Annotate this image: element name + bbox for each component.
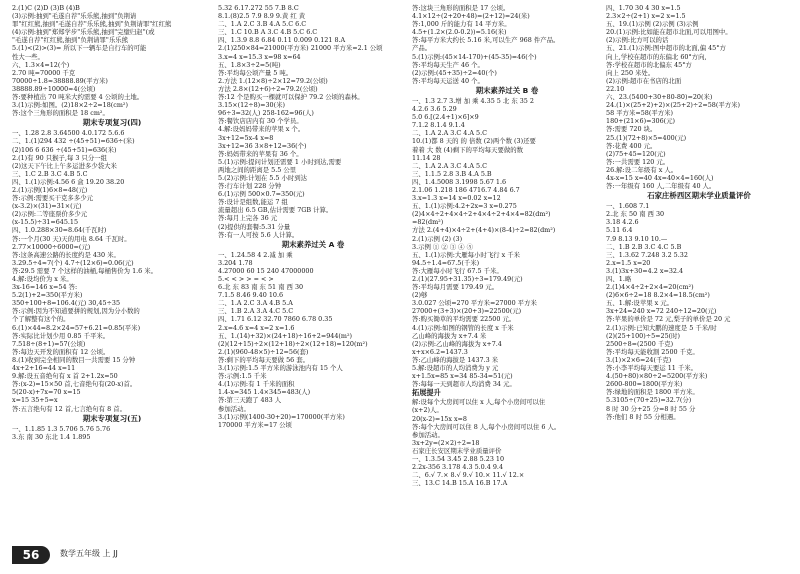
answer-line: (2)示例:超市在书店的北面 [606,76,682,85]
answer-line: 10.(1)都 8 天的 的 倍数 (2)两个数 (3)还要 [412,137,536,146]
answer-line: 4.解:设均价为 x 米。 [12,275,73,283]
answer-line: 3.x=1.3 x=14 x=0.02 x=12 [412,194,501,203]
answer-line: 答:剩下的平均每天要做 56 套。 [218,355,310,364]
answer-line: 三、1.1.5 2.8 3.B 4.A 5.B [412,169,492,178]
answer-line: (2)示例:乙山峰的海拔为 x+7.4 [412,339,502,348]
answer-line: x+1.5x=85 x=34 85-34=51(元) [412,372,513,381]
answer-line: 答:平均每天生产 46 个。 [412,60,484,69]
answer-line: 2.方法 1.(12×8)÷2×12=79.2(公顷) [218,76,328,85]
answer-line: 参加活动。 [412,430,444,439]
answer-line: 答:乙山峰的海拔是 1437.3 米 [412,355,499,364]
answer-line: 11.14 28 [412,153,441,162]
answer-line: (3)示例:抽到"毛遂自荐"乐乐熊,抽到"负荆请 [12,12,137,21]
answer-line: 5.0 6.[(2.4+1)×6]×9 [412,113,479,122]
column-3 [412,4,602,534]
answer-line: 着着 大 数 (4)剩下的平均每天要做的数 [412,145,524,154]
answer-line: 7.518÷(8+1)=57(公顷) [12,339,86,348]
answer-line: 7.1.5 8.46 9.40 10.6 [218,291,284,300]
answer-line: 答:示例:需要买干克多多少元 [12,194,93,203]
answer-line: 答:一共需要 120 元。 [606,157,670,166]
answer-line: 答:每个大房间可以住 8 人,每个小房间可以住 6 人。 [412,422,561,431]
answer-line: 石家庄长安区期末学业质量评价 [412,446,502,455]
answer-line: 产品。 [412,44,432,53]
answer-line: 一、1.24.58 4 2.减 加 乘 [218,250,293,259]
answer-line: 解:设每个大房间可以住 x 人,每个小房间可以住 [412,398,546,407]
section-heading: 期末素养过关 B 卷 [475,85,539,95]
answer-line: 二、1.A 2.A 3.C 4.A 5.C [412,129,488,138]
answer-line: 方法 2.(4+4)×4÷2+(4+4)×(8-4)÷2=82(dm²) [412,226,556,235]
answer-line: 27000+(3+3)×(20+3)=22500(元) [412,307,522,316]
answer-line: 四、1.71 6.12 32.70 7860 6.78 0.35 [218,315,333,324]
answer-line: 3.(1)示例(1400-30+20)=170000(平方米) [218,412,345,421]
answer-line: 六、23.(5400+30+80-80)=20(米) [606,93,713,102]
answer-line: 4.27000 60 15 240 47000000 [218,266,314,275]
answer-line: 答:1,000 斤的能力有 14 平方米。 [412,20,511,29]
answer-line: 3.204 1.78 [218,258,253,267]
answer-line: 4.5+(1.2×(2.0-0.2))=5.16(米) [412,28,507,37]
answer-line: 2.北 东 50 南 西 30 [606,210,665,219]
answer-line: 20(x-2)=15x x=8 [412,414,467,423]
answer-line: 3.(1)示例:1.5 平方米的游泳池内有 15 个人 [218,364,343,373]
answer-line: 8.1.(8)2.5 7.9 8.9 9.黄 红 黄 [218,12,306,21]
answer-line: 个了解整有这个的。 [12,315,70,324]
answer-line: 5.(1)<(2)>(3)= 所以下一辆车是自行车的可能 [12,44,147,53]
answer-line: 向上,学校在超市的东偏北 60°方向, [606,52,707,61]
answer-line: (2)(25+100)÷5=25(时) [606,331,681,340]
answer-line: 答:这个三角形的面积是 18 cm²。 [12,109,109,118]
answer-line: 四、1.(1)示例:4.56 6 盒 19.20 38.20 [12,177,125,186]
section-heading: 期末素养过关 A 卷 [281,239,345,249]
answer-line: 答:每月上完各 36 元 [218,214,278,223]
answer-line: 答:有一人可按 5.6 人计算。 [218,230,299,239]
answer-line: 4.(1)示例:有 1 千米的面积 [218,380,295,389]
answer-line: 答:每平方米大约长 5.16 米,可以生产 968 件产品。 [412,36,560,45]
answer-line: 一、1.3 2.7 3.增 加 乘 4.35 5 北 东 35 2 [412,96,534,105]
answer-line: 答:一个月(30 天)天的用电 8.64 千瓦时。 [12,234,131,243]
answer-line: 2.(1)有 90 只猴子,每 3 只分一组 [12,153,108,162]
answer-line: 2.3×2÷(2+1) x=2 x=1.5 [606,12,686,21]
answer-line: (2)106 6 636 ÷(45+51)=636(米) [12,145,117,154]
answer-line: 3.(1)3x+30=4.2 x=32.4 [606,266,684,275]
answer-line: (x-15.5)÷31=645.15 [12,218,79,227]
answer-line: 58 平方米=58(平方米) [606,109,673,118]
answer-line: 一、1.28 2.8 3.64500 4.0.172 5.6.6 [12,129,125,138]
answer-line: 5.(2)示例:计划在 5.5 小时到达 [218,173,308,182]
answer-line: 26.解:设二年级有 x 人。 [606,165,678,174]
answer-line: 答:平均每公顷产量 5 吨。 [218,68,293,77]
answer-line: 二、1.A 2.C 3.B 4.A 5.C 6.C [218,20,307,29]
answer-line: 170000 平方米=17 公顷 [218,420,292,429]
answer-line: 向上 250 米处。 [606,68,655,77]
answer-line: 2.(1)示例 (2) (3) [412,234,463,243]
answer-line: 性大一些。 [12,52,44,61]
answer-line: 5.解:设超市的人均消费为 y 元 [412,364,499,373]
answer-line: 答:第三天跑了 483 人 [218,396,282,405]
answer-line: (2)4×4÷2+4×4÷2+4×4÷2+4×4=82(dm²) [412,210,551,219]
answer-line: 6.(1)示例 500×0.7=350(元) [218,190,305,199]
answer-line: "毛遂自荐"红红熊,抽到"负荆请罪"乐乐熊 [12,36,129,45]
answer-line: 答:这块三角形的面积是 17 公顷。 [412,4,510,12]
answer-line: 2.x=4.6 x=4 x=2 x=1.6 [218,323,295,332]
answer-line: 2.70 吨=70000 千克 [12,68,76,77]
answer-line: 三、1.3.62 7.248 3.2 5.32 [606,250,688,259]
answer-line: 4.解:设妈妈带来的苹果 x 个。 [218,125,305,134]
answer-line: 一、1.1.85 1.3 5.706 5.76 5.76 [12,424,111,433]
answer-line: 6.北 东 83 南 东 51 南 西 30 [218,283,304,292]
answer-line: (2)示例:(45+35)÷2=40(个) [412,68,497,77]
answer-line: 2.(1)示例(1)6×8=48(元) [12,185,88,194]
answer-line: 3.18 4.2.6 [606,218,639,227]
answer-line: 六、1.3×4=12(个) [12,60,70,69]
answer-line: 5.(1)示例:提问计划还需要 1 小时到达,需要 [218,157,342,166]
answer-line: 四、1.70 30 4 30 x=1.5 [606,4,681,12]
answer-line: 3x-16=146 x=54 答: [12,283,78,292]
answer-line: 5(20-x)+7x=70 x=15 [12,388,81,397]
answer-line: 2.(1)C (2)D (3)B (4)B [12,4,80,12]
section-heading: 石家庄桥西区期末学业质量评价 [647,191,751,201]
answer-line: 3x+24=240 x=72 240÷12=20(元) [606,307,717,316]
answer-line: 答:每边天开发的面积有 12 公顷。 [12,347,110,356]
answer-line: 答:小李平均每天要运 11 千米。 [606,364,698,373]
answer-line: 7.1.2 8.1.4 9.1.4 [412,121,465,130]
answer-line: 1.4-x=345 1.4×345=483(人) [218,388,311,397]
answer-line: (2)6×6÷2=18 8.2×4=18.5(cm²) [606,291,710,300]
answer-line: 答:实际比计划少用 0.85 千平米。 [12,331,110,340]
answer-line: 五、1.解:设苹果 x 元。 [606,299,674,308]
answer-line: 三、13.C 14.B 15.A 16.B 17.A [412,479,508,488]
answer-line: x+x×6.2=1437.3 [412,347,468,356]
section-heading: 期末专项复习(五) [82,413,142,423]
answer-line: 2600-800=1800(平方米) [606,380,683,389]
answer-line: 5.< < > > = < > [218,275,274,283]
answer-line: 5.2(1)+2=350(平方米) [12,291,83,300]
answer-line: 答:购买锄草的平均需要 22500 元。 [412,315,516,324]
column-4 [606,4,792,534]
answer-line: 5.32 6.17.272 55 7.B 8.C [218,4,299,12]
answer-line: 2.2x-356 3.178 4.3 5.0.4 9.4 [412,463,504,472]
answer-line: 2.(1)4×4÷2+2×4=20(cm²) [606,283,694,292]
answer-line: 8.(1)收到完全相同的数目一共需要 15 分钟 [12,355,136,364]
answer-line: 5.11 6.4 [606,226,633,235]
answer-line: 38888.89÷10000≈4(公顷) [12,84,96,93]
answer-line: 答:苹果的单价是 72 元,梨子的单价是 20 元 [606,315,731,324]
answer-line: 答:妈妈带来的苹果有 36 个。 [218,149,303,158]
answer-line: 4.2.6 3.6 5.29 [412,105,457,114]
answer-line: 8 时 30 分+25 分=8 时 55 分 [606,404,696,413]
answer-line: 2.x=1.5 x=20 [606,258,651,267]
answer-line: 3.(1)×2×6=24(千克) [606,355,672,364]
answer-line: 3.示例 ① ② ③ ④ ⑤ [412,242,473,251]
answer-line: (2)(12+15)÷2×(12+18)÷2×(12+18)=120(m²) [218,339,368,348]
answer-line: (2)这天下午比上午多运进多少袋大米 [12,161,117,170]
answer-line: 二、1.A 2.C 3.A 4.B 5.A [218,299,293,308]
answer-line: (x+2)人。 [412,406,443,415]
answer-line: 24.(1)×(25+2)+2)×(25+2)÷2=58(平方米) [606,101,740,110]
answer-line: 3x+12=36 3×8+12=36(个) [218,141,307,150]
answer-line: 2.(1)250×84=21000(平方米) 21000 平方米=2.1 公顷 [218,44,383,53]
answer-line: 三、1.C 10.B A 3.C 4.B 5.C 6.C [218,28,318,37]
book-title: 数学五年级 上 JJ [60,549,118,558]
answer-line: 三、1.C 2.B 3.C 4.B 5.C [12,169,88,178]
answer-line: 一、1.608 7.1 [606,202,650,211]
answer-line: 二、6.√ 7.× 8.√ 9.√ 10.× 11.√ 12.× [412,471,525,480]
answer-line: 3.东 南 30 东北 1.4 1.895 [12,432,91,441]
answer-line: 2.(1)示例:已知大鹏的速度是 5 千米/时 [606,323,717,332]
answer-line: 答:平均每天能收割 2500 千克。 [606,347,699,356]
answer-line: 五、1.(14)+32)×(24+18)÷16+2=944(m²) [218,331,353,340]
answer-line: 罪"红红熊,抽到"毛遂自荐"乐乐熊,抽到"负荆请罪"红红熊 [12,20,172,29]
answer-line: 3.x=4 x=15.3 x=98 x=64 [218,52,301,61]
answer-line: 答:设计是组数,能运 7 组 [218,198,288,207]
answer-line: 五、19.(1)示例 (2)示例 (3)示例 [606,20,699,29]
answer-line: 180+(21×6)=306(元) [606,117,676,126]
answer-line: 3x+2y=(2×2)÷2=18 [412,438,480,447]
answer-line: 3x+12=5x-4 x=8 [218,133,274,142]
answer-line: 22.10 [606,84,625,93]
answer-line: 25.(1)(72+8)×5=400(元) [606,133,687,142]
answer-line: 二、1.B 2.B 3.C 4.C 5.B [606,242,682,251]
answer-line: 4.(50+80)×80÷2=5200(平方米) [606,372,708,381]
page-number-badge: 56 [12,546,50,564]
answer-line: =82(dm²) [412,218,444,227]
answer-line: 答:绿地的面积是 1800 平方米。 [606,388,699,397]
answer-line: 7.9 8.13 9.10 10.— [606,234,668,243]
column-2 [218,4,408,534]
answer-line: 五、1.(1)示例:大雁每小时飞行 x 千米 [412,250,521,259]
answer-line: 96÷3=32(人) 258-162=96(人) [218,109,314,118]
answer-line: 2.(1)(960-48×5)÷12=56(套) [218,347,309,356]
answer-line: 答:学校在超市的北偏东 45°方 [606,60,692,69]
answer-line: 4x+2+16=44 x=11 [12,364,76,373]
answer-line: 94.5÷1.4=67.5(千米) [412,258,480,267]
answer-line: (4)示例:抽到"郑郑学步"乐乐熊,抽到"完璧归赵"(或 [12,28,155,37]
answer-line: 答:花费 400 元。 [606,141,657,150]
answer-line: 五、21.(1)示例:图中超市的北面,偏 45°方 [606,44,726,53]
column-1 [12,4,212,534]
answer-line: (2)75+45=120(元) [606,149,666,158]
answer-line: 答:(x-2)=15×50 首,七音绝句有(20-x)首。 [12,380,137,389]
answer-line: (2)示例:二等座票价多少元 [12,210,88,219]
answer-line: 2.1.06 1.218 186 4716.7 4.84 6.7 [412,185,520,194]
answer-line: 四、1.略 [606,275,632,283]
answer-line: 三、1.B 2.A 3.A 4.C 5.C [218,307,294,316]
answer-line: 答:12 个是购买一棵就可以保护 79.2 公顷的森林。 [218,93,364,102]
answer-line: (x-3.2)×(31)=31×(元) [12,202,82,211]
answer-line: 答:大雁每小时飞行 67.5 千米。 [412,266,503,275]
answer-line: (2)示例:比方可以的话 [606,36,669,45]
answer-line: 答:需要 720 块。 [606,125,657,134]
answer-line: 4.1×12÷(2+20+48)=(2+12)=24(米) [412,12,530,21]
answer-line: 350+100+8=106.4(元) 30,45÷35 [12,299,121,308]
answer-line: 二、1.A 2.A 3.C 4.A 5.C [412,161,488,170]
answer-line: 五、1.(1)示例:4.2+2x=3 x=0.275 [412,202,517,211]
answer-line: 9.解:设五音绝句有 x 首 2+1.2x=50 [12,372,118,381]
answer-line: 答:平均每月需要 179.49 元。 [412,283,499,292]
answer-line: 2.77×10000÷6000=(元) [12,242,91,251]
answer-line: 5.3105÷(70+25)=32.7(分) [606,396,692,405]
answer-line: 答:一年级有 160 人,二年级有 40 人。 [606,182,716,191]
answer-line: 答:餐饮店店内有 30 个学员。 [218,117,303,126]
answer-line: (2)够 [412,291,428,300]
answer-line: 答:每每一天到超市人均消费 34 元。 [412,380,516,389]
answer-line: 3.29.5÷4≈7(个) 4.7÷(12×6)=0.06(元) [12,258,134,267]
answer-line: 70000÷1.8≈38888.89(平方米) [12,76,108,85]
answer-line: 3.(1)示例:如图。(2)18×2÷2=18(cm²) [12,101,128,110]
answer-line: 四、1.0.288×30=8.64(千瓦时) [12,226,107,235]
answer-line: 2500÷8=(2500 千克) [606,339,674,348]
answer-line: 答:要种植出 70 吨米大约需要 4 公顷的土地。 [12,93,144,102]
answer-line: 二、1.(1)294 432 ÷(45+51)=636÷(米) [12,137,135,146]
answer-line: 一、1.3.54 3.45 2.88 5.23 10 [412,454,505,463]
answer-line: 答:29.5 需要 7 个这样的油桶,每桶售价为 1.6 米。 [12,266,158,275]
section-heading: 拓展提升 [412,388,441,398]
answer-line: 流量超出 6.5 GB,估计需要 7GB 计算。 [218,206,333,215]
answer-line: 答:示例:因为不知道要拼的规划,因为分小数的 [12,307,140,316]
answer-line: 3.15×(12÷8)=30(米) [218,101,285,110]
answer-line: 乙山峰的海拔为 x+7.4 米 [412,331,487,340]
answer-line: x=15 35+5=x [12,396,58,405]
answer-line: 参加活动。 [218,404,250,413]
page-footer [0,540,800,570]
answer-line: 两地之间的距离是 5.5 公里 [218,165,297,174]
answer-line: 答:五言绝句有 12 首,七言绝句有 8 首。 [12,404,126,413]
section-heading: 期末专项复习(四) [82,118,142,128]
answer-line: 四、1.3.9 8.8 6.84 0.11 0.009 0.121 8.A [218,36,346,45]
answer-line: 答:平均每天运送 40 个。 [412,76,484,85]
answer-line: 2.(1)(27.95+31.35)÷3=179.49(元) [412,275,523,283]
answer-line: 20.(1)示例:比如能在超市北面,可以用图中。 [606,28,732,37]
answer-line: (2)提供的套餐:5.31 分量 [218,222,291,231]
answer-line: 6.(1)×44=8.2×24=57+6.21=0.85(平米) [12,323,141,332]
answer-line: 5.(1)示例:(45×14-170)+(45-35)=46(个) [412,52,537,61]
answer-line: 答:他们 8 时 55 分相遇。 [606,412,680,421]
answer-line: 四、1.4.5008 3.1998 5.67 1.6 [412,177,507,186]
answer-line: 五、1.8×3÷2=5(吨) [218,60,281,69]
answer-line: 3.0.027 公顷=270 平方米=27000 平方米 [412,299,537,308]
answer-line: 答:行车计划 228 分钟 [218,182,282,191]
answer-line: 答:示例:1.5 千米 [218,372,267,381]
answer-line: 答:这条高速公路的长度约是 430 米。 [12,250,120,259]
answer-line: 4.(1)示例:如图的钢管的长度 x 千米 [412,323,514,332]
answer-line: 4x-x=15 x=40 4x=40×4=160(人) [606,173,714,182]
answer-line: 方法 2.8×(12+6)÷2=79.2(公顷) [218,84,318,93]
